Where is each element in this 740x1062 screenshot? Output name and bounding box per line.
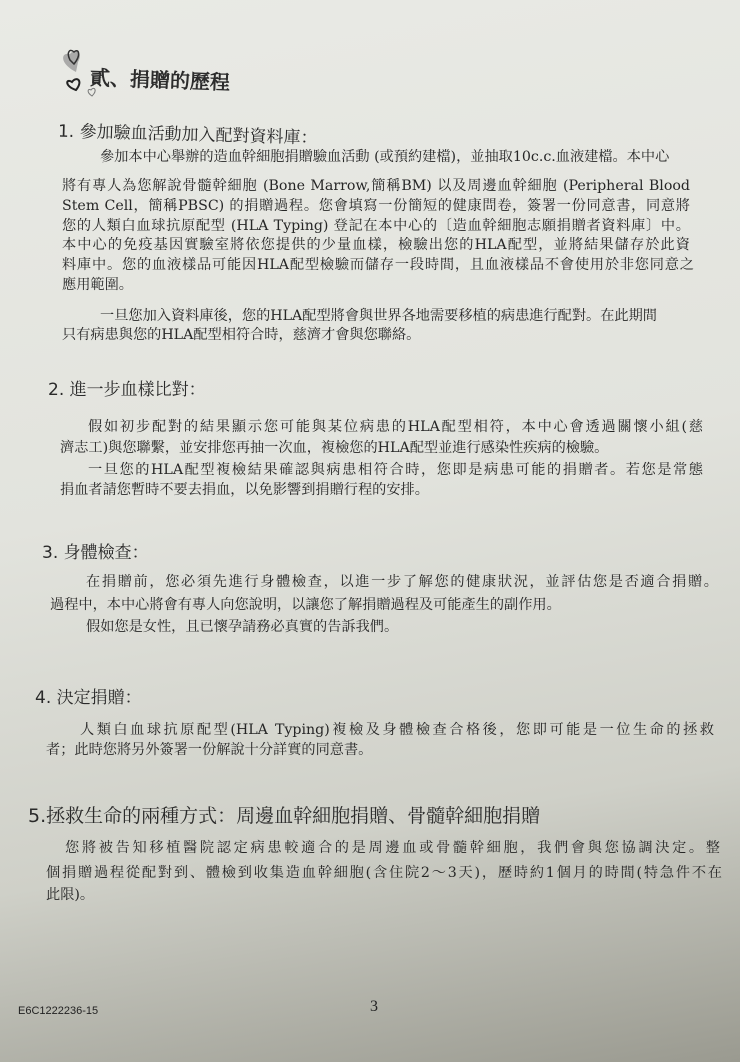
section-1-line: 一旦您加入資料庫後，您的HLA配型將會與世界各地需要移植的病患進行配對。在此期間 — [100, 308, 657, 324]
section-4-line: 者；此時您將另外簽署一份解說十分詳實的同意書。 — [46, 742, 373, 758]
section-2-line: 捐血者請您暫時不要去捐血，以免影響到捐贈行程的安排。 — [60, 482, 429, 498]
section-2-line: 假如初步配對的結果顯示您可能與某位病患的HLA配型相符，本中心會透過關懷小組(慈 — [88, 419, 703, 435]
section-1-heading: 1. 參加驗血活動加入配對資料庫： — [57, 121, 318, 149]
section-4-heading: 4. 決定捐贈： — [35, 688, 142, 708]
section-3-line: 在捐贈前，您必須先進行身體檢查，以進一步了解您的健康狀況，並評估您是否適合捐贈。 — [86, 574, 718, 590]
section-3-line: 假如您是女性，且已懷孕請務必真實的告訴我們。 — [86, 619, 399, 635]
section-2-line: 一旦您的HLA配型複檢結果確認與病患相符合時，您即是病患可能的捐贈者。若您是常態 — [88, 462, 703, 478]
section-5-heading: 5.拯救生命的兩種方式：周邊血幹細胞捐贈、骨髓幹細胞捐贈 — [28, 805, 541, 827]
section-1-line: 本中心的免疫基因實驗室將依您提供的少量血樣，檢驗出您的HLA配型，並將結果儲存於此資 — [62, 237, 690, 253]
section-1-line: 將有專人為您解說骨髓幹細胞 (Bone Marrow,簡稱BM) 以及周邊血幹細胞 (Peripheral Blood — [62, 178, 690, 194]
page-title: 貳、捐贈的歷程 — [89, 65, 231, 95]
section-5-line: 此限)。 — [46, 887, 95, 903]
page-number: 3 — [370, 998, 378, 1015]
section-5-line: 您將被告知移植醫院認定病患較適合的是周邊血或骨髓幹細胞，我們會與您協調決定。整 — [65, 840, 720, 856]
section-1-line: Stem Cell，簡稱PBSC) 的捐贈過程。您會填寫一份簡短的健康問卷，簽署一份同意書，同意將 — [62, 198, 690, 214]
section-1-line: 料庫中。您的血液樣品可能因HLA配型檢驗而儲存一段時間，且血液樣品不會使用於非您同意之 — [62, 257, 694, 273]
section-3-line: 過程中，本中心將會有專人向您說明，以讓您了解捐贈過程及可能產生的副作用。 — [50, 597, 561, 613]
section-4-line: 人類白血球抗原配型(HLA Typing)複檢及身體檢查合格後，您即可能是一位生命的拯救 — [80, 722, 714, 738]
section-2-heading: 2. 進一步血樣比對： — [48, 380, 206, 400]
section-1-line: 只有病患與您的HLA配型相符合時，慈濟才會與您聯絡。 — [62, 327, 421, 343]
section-5-line: 個捐贈過程從配對到、體檢到收集造血幹細胞(含住院2～3天)，歷時約1個月的時間(特急件不在 — [46, 865, 722, 881]
section-1-line: 參加本中心舉辦的造血幹細胞捐贈驗血活動 (或預約建檔)，並抽取10c.c.血液建檔。本中心 — [100, 149, 670, 165]
section-3-heading: 3. 身體檢查： — [42, 543, 149, 563]
section-1-line: 您的人類白血球抗原配型 (HLA Typing) 登記在本中心的〔造血幹細胞志願捐贈者資料庫〕中。 — [62, 218, 690, 234]
document-code: E6C1222236-15 — [18, 1005, 99, 1017]
section-1-line: 應用範圍。 — [62, 277, 133, 293]
section-2-line: 濟志工)與您聯繫，並安排您再抽一次血，複檢您的HLA配型並進行感染性疾病的檢驗。 — [60, 440, 609, 456]
